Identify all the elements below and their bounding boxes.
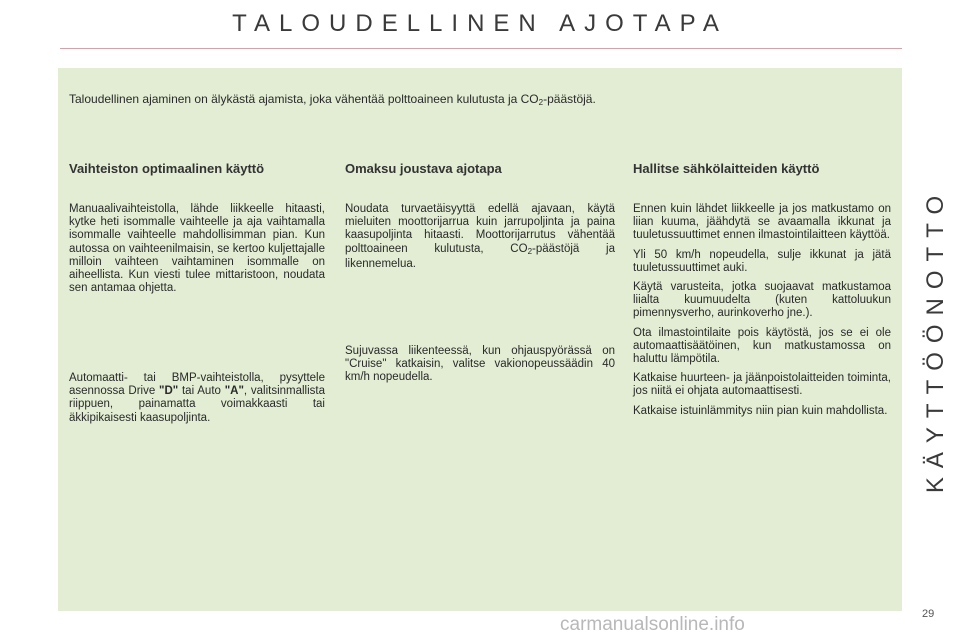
driving-style-paragraph — [345, 203, 615, 271]
bold-auto: "A" — [224, 385, 244, 398]
cruise-paragraph: Sujuvassa liikenteessä, kun ohjauspyörässä on "Cruise" katkaisin, valitse vakionopeussäädin 40 km/h nopeudella. — [345, 345, 615, 384]
electrical-paragraph: Käytä varusteita, jotka suojaavat matkustamoa liialta kuumuudelta (kuten kattoluukun pimennysverho, aurinkoverho jne.). — [633, 281, 891, 320]
page-number: 29 — [922, 608, 935, 620]
intro-text-part: -päästöjä. — [543, 92, 596, 106]
section-side-label — [916, 186, 956, 494]
electrical-paragraph: Ota ilmastointilaite pois käytöstä, jos se ei ole automaattisäätöinen, kun matkustamossa on haluttu lämpötila. — [633, 326, 891, 366]
subscript: 2 — [527, 246, 533, 256]
text-part: Noudata turvaetäisyyttä edellä ajavaan, käytä mieluiten moottorijarrua kuin jarrupoljinta ja paina kaasupoljinta hitaasti. Moottorijarrutus vähentää polttoaineen kulutusta, CO — [345, 203, 615, 255]
intro-text-part: Taloudellinen ajaminen on älykästä ajamista, joka vähentää polttoaineen kulutusta ja CO — [69, 92, 539, 106]
watermark: carmanualsonline.info — [560, 614, 745, 635]
heading-driving-style: Omaksu joustava ajotapa — [345, 161, 502, 176]
text-part: , valitsinmallista riippuen, painamatta voimakkaasti tai äkkipikaisesti kaasupoljinta. — [69, 385, 325, 424]
electrical-paragraph: Katkaise istuinlämmitys niin pian kuin mahdollista. — [633, 404, 888, 417]
title-divider — [60, 48, 902, 49]
gearbox-manual-paragraph: Manuaalivaihteistolla, lähde liikkeelle hitaasti, kytke heti isommalle vaihteelle ja aja vaihtamalla isommalle vaihteelle mahdollisimman pian. Kun autossa on vaihteenilmaisin, se kertoo kuljettajalle milloin vaihteen vaihtaminen isommalle on aiheellista. Kun viesti tulee mittaristoon, noudata sen antamaa ohjetta. — [69, 203, 325, 295]
electrical-paragraphs — [633, 203, 891, 424]
electrical-paragraph: Ennen kuin lähdet liikkeelle ja jos matkustamo on liian kuuma, jäähdytä se avaamalla ikkunat ja tuuletussuuttimet ennen ilmastointilaitteen käyttöä. — [633, 203, 891, 242]
bold-drive: "D" — [159, 385, 179, 398]
side-label-text: KÄYTTÖÖNOTTO — [922, 186, 949, 494]
heading-gearbox: Vaihteiston optimaalinen käyttö — [69, 161, 265, 176]
page-title: TALOUDELLINEN AJOTAPA — [232, 10, 728, 37]
intro-text — [69, 92, 889, 110]
text-part: Automaatti- tai BMP-vaihteistolla, pysyttele asennossa Drive — [69, 372, 325, 398]
text-part: tai Auto — [178, 385, 225, 398]
text-part: -päästöjä ja likennemelua. — [345, 242, 615, 270]
electrical-paragraph: Yli 50 km/h nopeudella, sulje ikkunat ja jätä tuuletussuuttimet auki. — [633, 248, 891, 274]
heading-electrical: Hallitse sähkölaitteiden käyttö — [633, 161, 820, 176]
electrical-paragraph: Katkaise huurteen- ja jäänpoistolaitteiden toiminta, jos niitä ei ohjata automaattisesti. — [633, 372, 891, 398]
gearbox-automatic-paragraph — [69, 372, 325, 425]
intro-subscript: 2 — [538, 98, 544, 107]
